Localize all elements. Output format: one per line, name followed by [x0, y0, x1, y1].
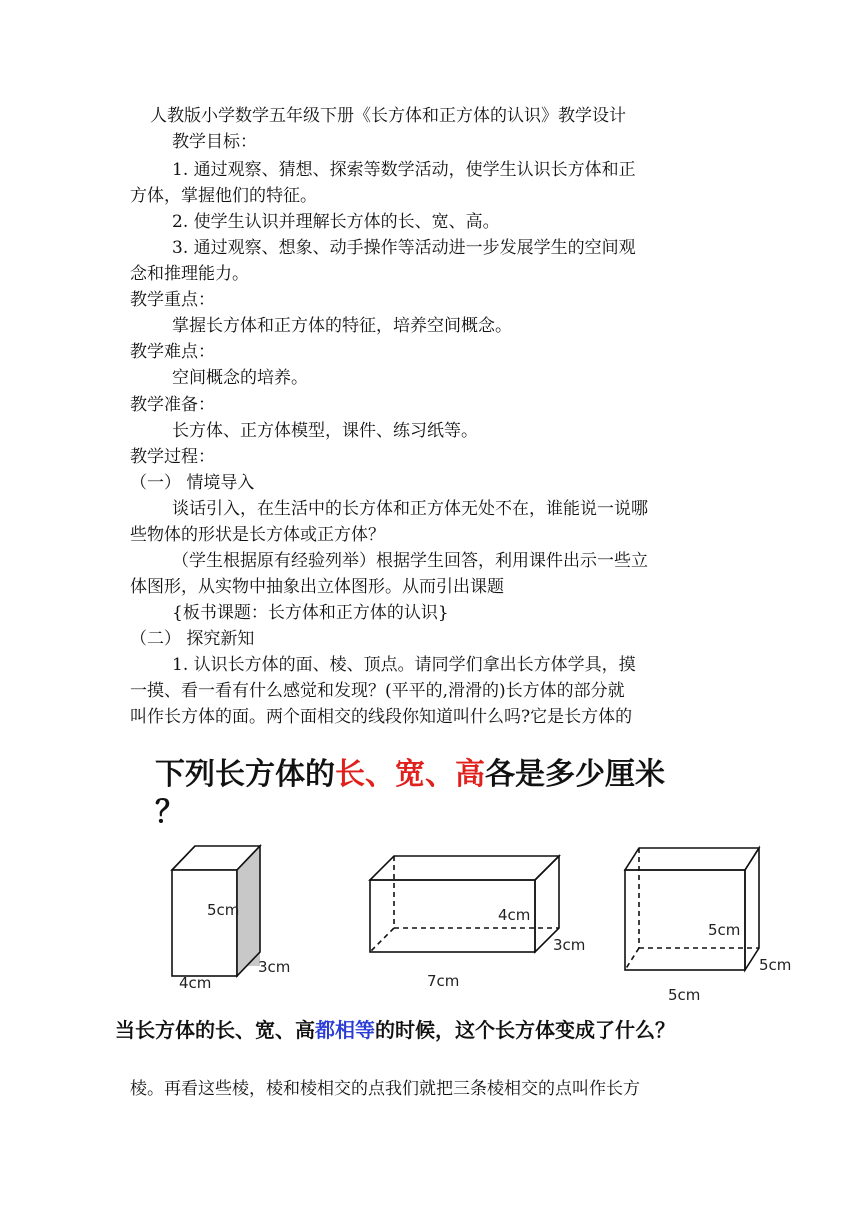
goal-1-line-a: 1. 通过观察、猜想、探索等数学活动，使学生认识长方体和正	[172, 160, 636, 180]
cuboid-2-length-label: 7cm	[427, 972, 460, 990]
goal-3-line-a: 3. 通过观察、想象、动手操作等活动进一步发展学生的空间观	[172, 238, 636, 258]
key-heading: 教学重点：	[130, 290, 215, 310]
figure-question-pre: 当长方体的长、宽、高	[115, 1018, 315, 1042]
section-2-para-1-a: 1. 认识长方体的面、棱、顶点。请同学们拿出长方体学具，摸	[172, 655, 636, 675]
goal-1-line-b: 方体，掌握他们的特征。	[130, 186, 317, 206]
figure-heading-height: 高	[455, 757, 485, 792]
section-2-para-1-c: 叫作长方体的面。两个面相交的线段你知道叫什么吗?它是长方体的	[130, 707, 633, 727]
figure-question	[115, 1014, 675, 1043]
cuboid-1-width-label: 3cm	[258, 958, 291, 976]
figure-question-post: 的时候，这个长方体变成了什么？	[375, 1018, 675, 1042]
goal-3-line-b: 念和推理能力。	[130, 264, 249, 284]
cuboid-3	[625, 848, 759, 970]
figure-heading-question-mark: ？	[155, 795, 185, 830]
process-heading: 教学过程：	[130, 447, 215, 467]
cuboid-1-height-label: 5cm	[207, 901, 240, 919]
cuboid-1-length-label: 4cm	[179, 974, 212, 992]
section-2-para-1-b: 一摸、看一看有什么感觉和发现？(平平的,滑滑的)长方体的部分就	[130, 681, 625, 701]
difficulty-text: 空间概念的培养。	[172, 368, 308, 388]
cuboid-3-width-label: 5cm	[759, 956, 792, 974]
section-1-para-1-b: 些物体的形状是长方体或正方体？	[130, 525, 385, 545]
section-2-heading: （二） 探究新知	[130, 629, 255, 649]
goals-heading: 教学目标：	[172, 132, 257, 152]
section-1-para-3: {板书课题：长方体和正方体的认识}	[172, 603, 449, 623]
key-text: 掌握长方体和正方体的特征，培养空间概念。	[172, 316, 512, 336]
section-1-heading: （一） 情境导入	[130, 473, 255, 493]
cuboid-2-width-label: 3cm	[553, 936, 586, 954]
section-1-para-2-b: 体图形，从实物中抽象出立体图形。从而引出课题	[130, 577, 504, 597]
cuboid-figure	[115, 752, 795, 1062]
cuboid-2	[370, 856, 559, 952]
goal-2: 2. 使学生认识并理解长方体的长、宽、高。	[172, 212, 500, 232]
figure-heading-post: 各是多少厘米	[485, 757, 665, 792]
section-1-para-1-a: 谈话引入，在生活中的长方体和正方体无处不在，谁能说一说哪	[172, 499, 648, 519]
figure-heading-length: 长	[335, 757, 365, 792]
figure-heading-pre: 下列长方体的	[155, 757, 335, 792]
figure-heading-width: 宽	[395, 757, 425, 792]
cuboid-3-length-label: 5cm	[668, 986, 701, 1004]
cuboid-3-height-label: 5cm	[708, 921, 741, 939]
prep-heading: 教学准备：	[130, 395, 215, 415]
figure-heading-sep-1: 、	[365, 757, 395, 792]
figure-question-highlight: 都相等	[315, 1018, 375, 1042]
figure-heading-sep-2: 、	[425, 757, 455, 792]
cuboid-drawings	[115, 752, 795, 1012]
document-title: 人教版小学数学五年级下册《长方体和正方体的认识》教学设计	[150, 106, 626, 126]
difficulty-heading: 教学难点：	[130, 342, 215, 362]
last-line: 棱。再看这些棱，棱和棱相交的点我们就把三条棱相交的点叫作长方	[130, 1079, 640, 1099]
prep-text: 长方体、正方体模型，课件、练习纸等。	[172, 421, 478, 441]
cuboid-2-height-label: 4cm	[498, 906, 531, 924]
section-1-para-2-a: （学生根据原有经验列举）根据学生回答，利用课件出示一些立	[172, 551, 648, 571]
